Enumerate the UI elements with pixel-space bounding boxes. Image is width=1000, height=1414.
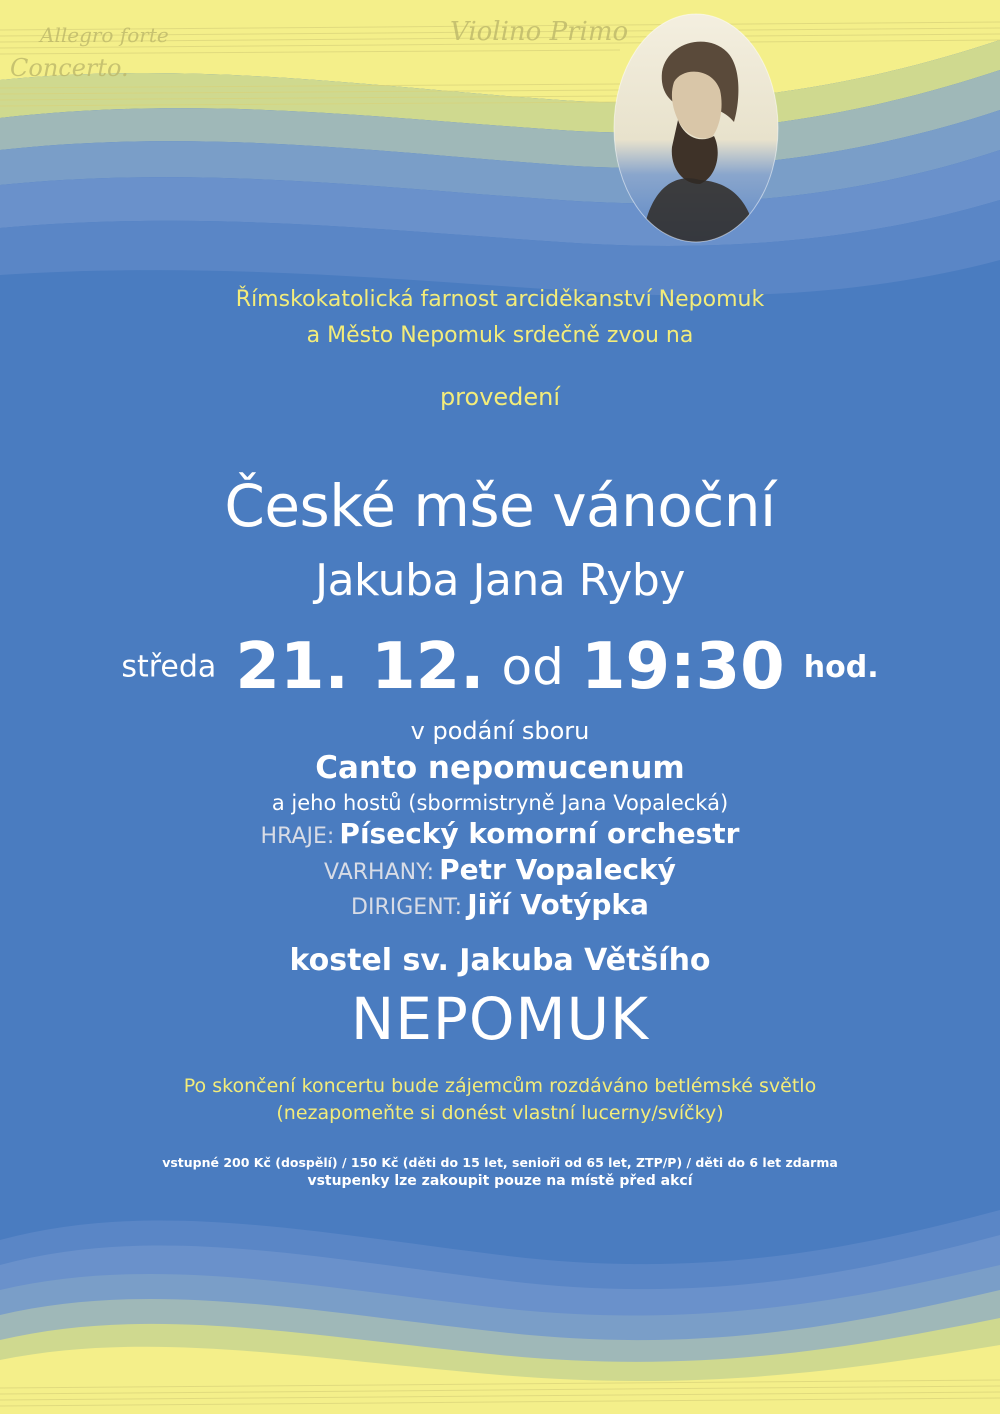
- time-from: od: [501, 638, 564, 696]
- orchestra-line: [0, 817, 1000, 850]
- conductor-label: DIRIGENT:: [351, 895, 463, 920]
- date-time: [0, 630, 1000, 710]
- hours-label: hod.: [803, 649, 879, 685]
- venue-church: kostel sv. Jakuba Většího: [289, 943, 711, 978]
- orchestra-name: Písecký komorní orchestr: [339, 817, 740, 850]
- time: 19:30: [580, 630, 785, 704]
- conductor-line: [0, 888, 1000, 921]
- inviter-line-1: Římskokatolická farnost arciděkanství Nepomuk: [235, 287, 765, 312]
- organ-line: [0, 853, 1000, 886]
- performers-intro: v podání sboru: [410, 717, 590, 745]
- svg-text:Concerto.: Concerto.: [10, 54, 129, 82]
- note-line-1: Po skončení koncertu bude zájemcům rozdáváno betlémské světlo: [183, 1075, 817, 1097]
- venue-town: NEPOMUK: [350, 985, 650, 1053]
- ticket-sale-info: vstupenky lze zakoupit pouze na místě před akcí: [307, 1173, 693, 1189]
- svg-text:Violino Primo: Violino Primo: [450, 17, 629, 47]
- note-line-2: (nezapomeňte si donést vlastní lucerny/svíčky): [276, 1102, 724, 1124]
- svg-text:Allegro forte: Allegro forte: [40, 23, 169, 47]
- provedeni-label: provedení: [439, 383, 561, 411]
- guests-line: a jeho hostů (sbormistryně Jana Vopalecká): [271, 791, 729, 815]
- date: 21. 12.: [235, 630, 485, 704]
- organ-label: VARHANY:: [324, 860, 435, 885]
- concert-title: České mše vánoční: [224, 472, 776, 540]
- ticket-prices: vstupné 200 Kč (dospělí) / 150 Kč (děti do 15 let, senioři od 65 let, ZTP/P) / děti do 6 let zdarma: [162, 1155, 838, 1170]
- conductor-name: Jiří Votýpka: [467, 888, 649, 921]
- concert-subtitle: Jakuba Jana Ryby: [315, 555, 685, 606]
- choir-name: Canto nepomucenum: [315, 750, 685, 786]
- weekday: středa: [121, 649, 217, 685]
- organist-name: Petr Vopalecký: [439, 853, 676, 886]
- orchestra-label: HRAJE:: [260, 824, 335, 849]
- inviter-line-2: a Město Nepomuk srdečně zvou na: [306, 323, 694, 348]
